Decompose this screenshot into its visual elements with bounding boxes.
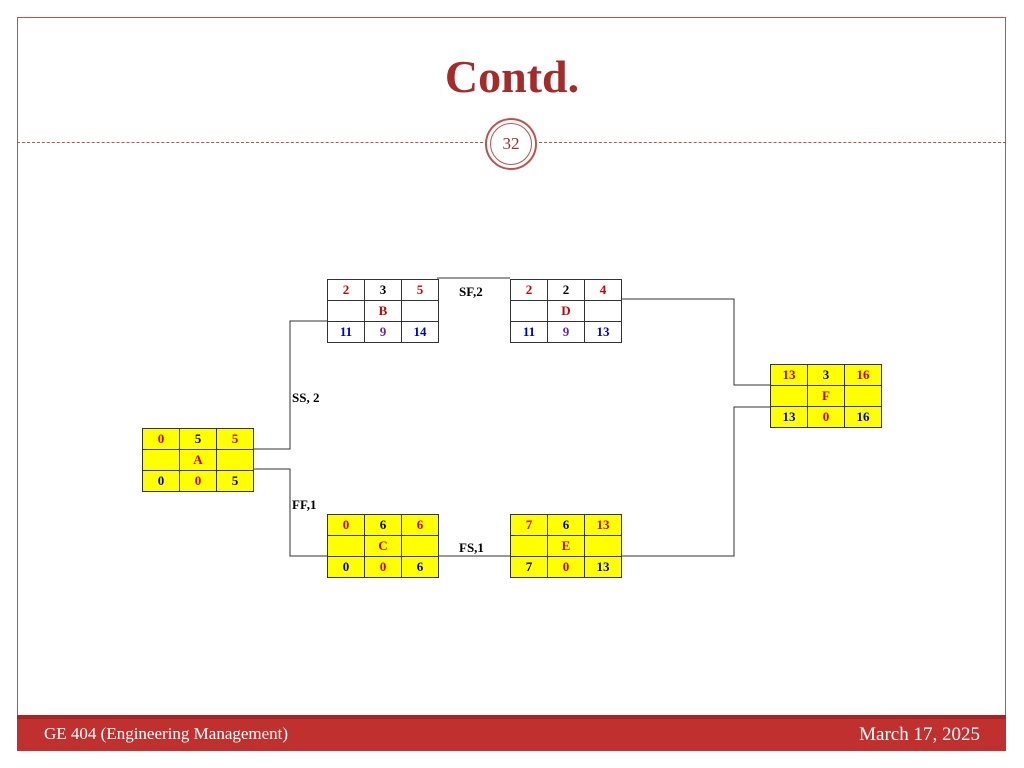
node-f-duration: 3 xyxy=(808,365,845,386)
node-b-blank-right xyxy=(402,301,439,322)
link-a-b xyxy=(254,321,327,449)
link-label-a-c: FF,1 xyxy=(292,497,317,512)
node-d-early-start: 2 xyxy=(511,280,548,301)
node-c-early-start: 0 xyxy=(328,515,365,536)
node-b-late-start: 11 xyxy=(328,322,365,343)
node-b-early-finish: 5 xyxy=(402,280,439,301)
node-b-float: 9 xyxy=(365,322,402,343)
node-f-early-finish: 16 xyxy=(845,365,882,386)
footer-shadow xyxy=(17,715,1006,719)
node-f-late-start: 13 xyxy=(771,407,808,428)
node-e-late-finish: 13 xyxy=(585,557,622,578)
node-f-float: 0 xyxy=(808,407,845,428)
node-d-late-finish: 13 xyxy=(585,322,622,343)
node-c-blank-left xyxy=(328,536,365,557)
slide-title: Contd. xyxy=(444,51,580,102)
node-f-blank-right xyxy=(845,386,882,407)
page-number: 32 xyxy=(490,123,532,165)
node-f-blank-left xyxy=(771,386,808,407)
node-e-early-finish: 13 xyxy=(585,515,622,536)
node-c-float: 0 xyxy=(365,557,402,578)
link-label-c-e: FS,1 xyxy=(459,540,484,555)
node-d-blank-right xyxy=(585,301,622,322)
link-e-f xyxy=(620,407,770,556)
footer-course-title: GE 404 (Engineering Management) xyxy=(44,724,289,743)
link-label-b-d: SF,2 xyxy=(459,284,483,299)
node-e-late-start: 7 xyxy=(511,557,548,578)
node-b-blank-left xyxy=(328,301,365,322)
node-f-late-finish: 16 xyxy=(845,407,882,428)
activity-node-c xyxy=(327,514,439,578)
node-a-float: 0 xyxy=(180,471,217,492)
node-a-early-start: 0 xyxy=(143,429,180,450)
activity-node-d xyxy=(510,279,622,343)
activity-node-f xyxy=(770,364,882,428)
node-b-duration: 3 xyxy=(365,280,402,301)
node-d-blank-left xyxy=(511,301,548,322)
node-d-late-start: 11 xyxy=(511,322,548,343)
node-c-late-start: 0 xyxy=(328,557,365,578)
node-e-duration: 6 xyxy=(548,515,585,536)
activity-node-a xyxy=(142,428,254,492)
node-c-label: C xyxy=(365,536,402,557)
node-b-late-finish: 14 xyxy=(402,322,439,343)
node-e-early-start: 7 xyxy=(511,515,548,536)
node-d-duration: 2 xyxy=(548,280,585,301)
activity-node-e xyxy=(510,514,622,578)
node-e-label: E xyxy=(548,536,585,557)
node-a-late-start: 0 xyxy=(143,471,180,492)
node-a-early-finish: 5 xyxy=(217,429,254,450)
node-d-label: D xyxy=(548,301,585,322)
node-e-blank-left xyxy=(511,536,548,557)
node-d-early-finish: 4 xyxy=(585,280,622,301)
node-a-blank-left xyxy=(143,450,180,471)
footer-date: March 17, 2025 xyxy=(859,724,980,745)
link-d-f xyxy=(620,299,770,385)
node-b-label: B xyxy=(365,301,402,322)
node-f-early-start: 13 xyxy=(771,365,808,386)
node-c-early-finish: 6 xyxy=(402,515,439,536)
node-b-early-start: 2 xyxy=(328,280,365,301)
node-a-label: A xyxy=(180,450,217,471)
node-f-label: F xyxy=(808,386,845,407)
link-label-a-b: SS, 2 xyxy=(292,390,320,405)
node-e-float: 0 xyxy=(548,557,585,578)
node-a-blank-right xyxy=(217,450,254,471)
node-c-late-finish: 6 xyxy=(402,557,439,578)
node-c-duration: 6 xyxy=(365,515,402,536)
node-e-blank-right xyxy=(585,536,622,557)
node-a-late-finish: 5 xyxy=(217,471,254,492)
activity-node-b xyxy=(327,279,439,343)
node-c-blank-right xyxy=(402,536,439,557)
node-a-duration: 5 xyxy=(180,429,217,450)
node-d-float: 9 xyxy=(548,322,585,343)
footer-bar xyxy=(17,715,1006,751)
